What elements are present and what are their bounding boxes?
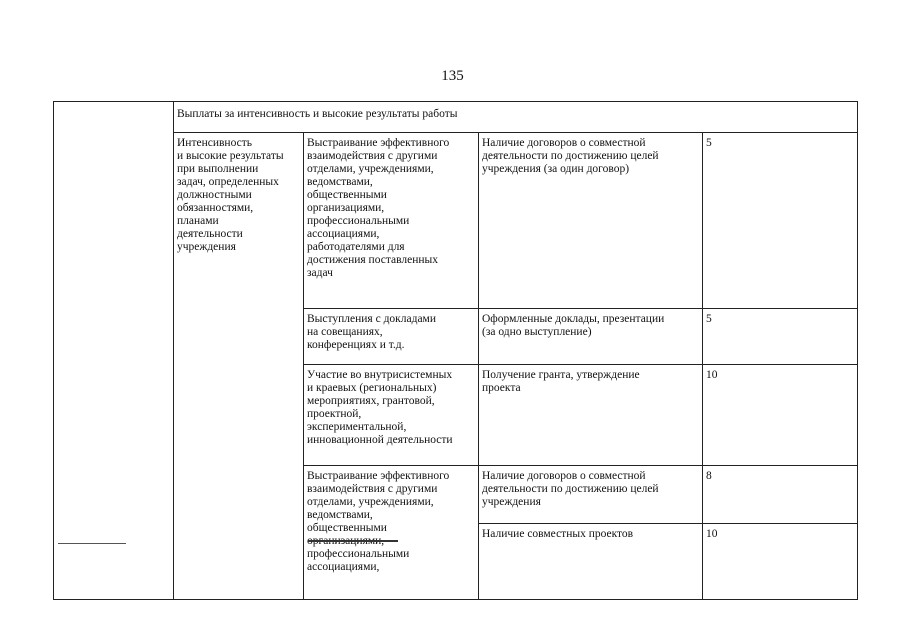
condition-cell: Наличие совместных проектов — [479, 524, 703, 600]
indicator-cell: Участие во внутрисистемных и краевых (региональных) мероприятиях, грантовой, проектной, экспериментальной, инновационной деятельности — [304, 365, 479, 466]
condition-cell: Получение гранта, утверждение проекта — [479, 365, 703, 466]
points-cell: 8 — [703, 466, 858, 524]
payments-table — [53, 101, 858, 600]
empty-left-column — [54, 102, 174, 600]
points-cell: 10 — [703, 365, 858, 466]
page-number: 135 — [441, 68, 464, 84]
indicator-cell: Выстраивание эффективного взаимодействия с другими отделами, учреждениями, ведомствами, общественными организациями, профессиональными ассоциациями, работодателями для достижения поставленных задач — [304, 133, 479, 309]
scan-mark-left — [58, 543, 126, 544]
points-cell: 10 — [703, 524, 858, 600]
table-row — [54, 133, 858, 309]
scan-mark-underline — [308, 540, 398, 542]
indicator-cell: Выстраивание эффективного взаимодействия с другими отделами, учреждениями, ведомствами, общественными профессиональными ассоциациями, — [304, 466, 479, 600]
condition-cell: Оформленные доклады, презентации (за одно выступление) — [479, 309, 703, 365]
condition-cell: Наличие договоров о совместной деятельности по достижению целей учреждения (за один договор) — [479, 133, 703, 309]
table-header-row — [54, 102, 858, 133]
indicator-cell: Выступления с докладами на совещаниях, конференциях и т.д. — [304, 309, 479, 365]
points-cell: 5 — [703, 133, 858, 309]
points-cell: 5 — [703, 309, 858, 365]
section-header: Выплаты за интенсивность и высокие результаты работы — [174, 102, 858, 133]
condition-cell: Наличие договоров о совместной деятельности по достижению целей учреждения — [479, 466, 703, 524]
criterion-cell: Интенсивность и высокие результаты при выполнении задач, определенных должностными обязанностями, планами деятельности учреждения — [174, 133, 304, 600]
